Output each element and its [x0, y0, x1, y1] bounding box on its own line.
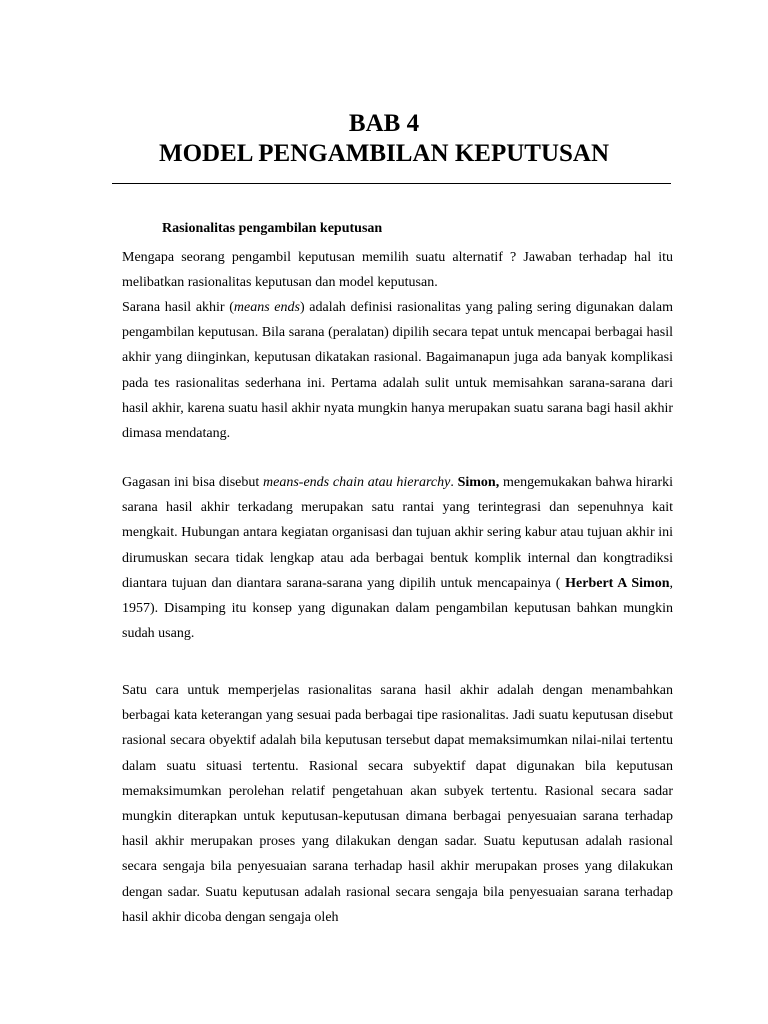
- section-heading: Rasionalitas pengambilan keputusan: [162, 221, 383, 236]
- paragraph-2-italic-term: means ends: [233, 300, 300, 315]
- paragraph-1: Mengapa seorang pengambil keputusan memilih suatu alternatif ? Jawaban terhadap hal itu melibatkan rasionalitas keputusan dan model keputusan.: [122, 250, 673, 291]
- paragraph-3-text-2: .: [450, 475, 458, 490]
- paragraph-2-text-2: ) adalah definisi rasionalitas yang paling sering digunakan dalam pengambilan keputusan. Bila sarana (peralatan) dipilih secara tepat untuk mencapai berbagai hasil akhir yang diinginkan, keputusan dikatakan rasional. Bagaimanapun juga ada banyak komplikasi pada tes rasionalitas sederhana ini. Pertama adalah sulit untuk memisahkan sarana-sarana dari hasil akhir, karena suatu hasil akhir nyata mungkin hanya merupakan suatu sarana bagi hasil akhir dimasa mendatang.: [122, 300, 673, 442]
- paragraph-2: [122, 295, 673, 446]
- chapter-number: BAB 4: [348, 110, 420, 137]
- paragraph-3-text-4: , 1957). Disamping itu konsep yang digunakan dalam pengambilan keputusan bahkan mungkin sudah usang.: [122, 575, 673, 642]
- paragraph-3-bold-simon: Simon,: [457, 475, 500, 490]
- title-divider: [112, 183, 671, 184]
- paragraph-4: Satu cara untuk memperjelas rasionalitas sarana hasil akhir adalah dengan menambahkan berbagai kata keterangan yang sesuai pada berbagai tipe rasionalitas. Jadi suatu keputusan disebut rasional secara obyektif adalah bila keputusan tersebut dapat memaksimumkan nilai-nilai tertentu dalam suatu situasi tertentu. Rasional secara subyektif dapat digunakan bila keputusan memaksimumkan perolehan relatif pengetahuan akan subyek tertentu. Rasional secara sadar mungkin diterapkan untuk keputusan-keputusan dimana berbagai penyesuaian sarana terhadap hasil akhir merupakan proses yang dilakukan dengan sadar. Suatu keputusan adalah rasional secara sengaja bila penyesuaian sarana terhadap hasil akhir merupakan proses yang dilakukan dengan sadar. Suatu keputusan adalah rasional secara sengaja bila penyesuaian sarana terhadap hasil akhir dicoba dengan sengaja oleh: [122, 683, 673, 925]
- paragraph-3-bold-citation: Herbert A Simon: [565, 575, 670, 591]
- paragraph-3-italic-term: means-ends chain atau hierarchy: [263, 475, 451, 490]
- chapter-title: MODEL PENGAMBILAN KEPUTUSAN: [158, 140, 610, 167]
- paragraph-3: [122, 470, 673, 646]
- paragraph-3-text-1: Gagasan ini bisa disebut: [122, 475, 264, 490]
- paragraph-3-text-3: mengemukakan bahwa hirarki sarana hasil akhir terkadang merupakan satu rantai yang terintegrasi dan sepenuhnya kait mengkait. Hubungan antara kegiatan organisasi dan tujuan akhir sering kabur atau tujuan akhir ini dirumuskan secara tidak lengkap atau ada berbagai bentuk komplik internal dan kongtradiksi diantara tujuan dan diantara sarana-sarana yang dipilih untuk mencapainya (: [122, 475, 673, 591]
- paragraph-2-text-1: Sarana hasil akhir (: [122, 300, 234, 315]
